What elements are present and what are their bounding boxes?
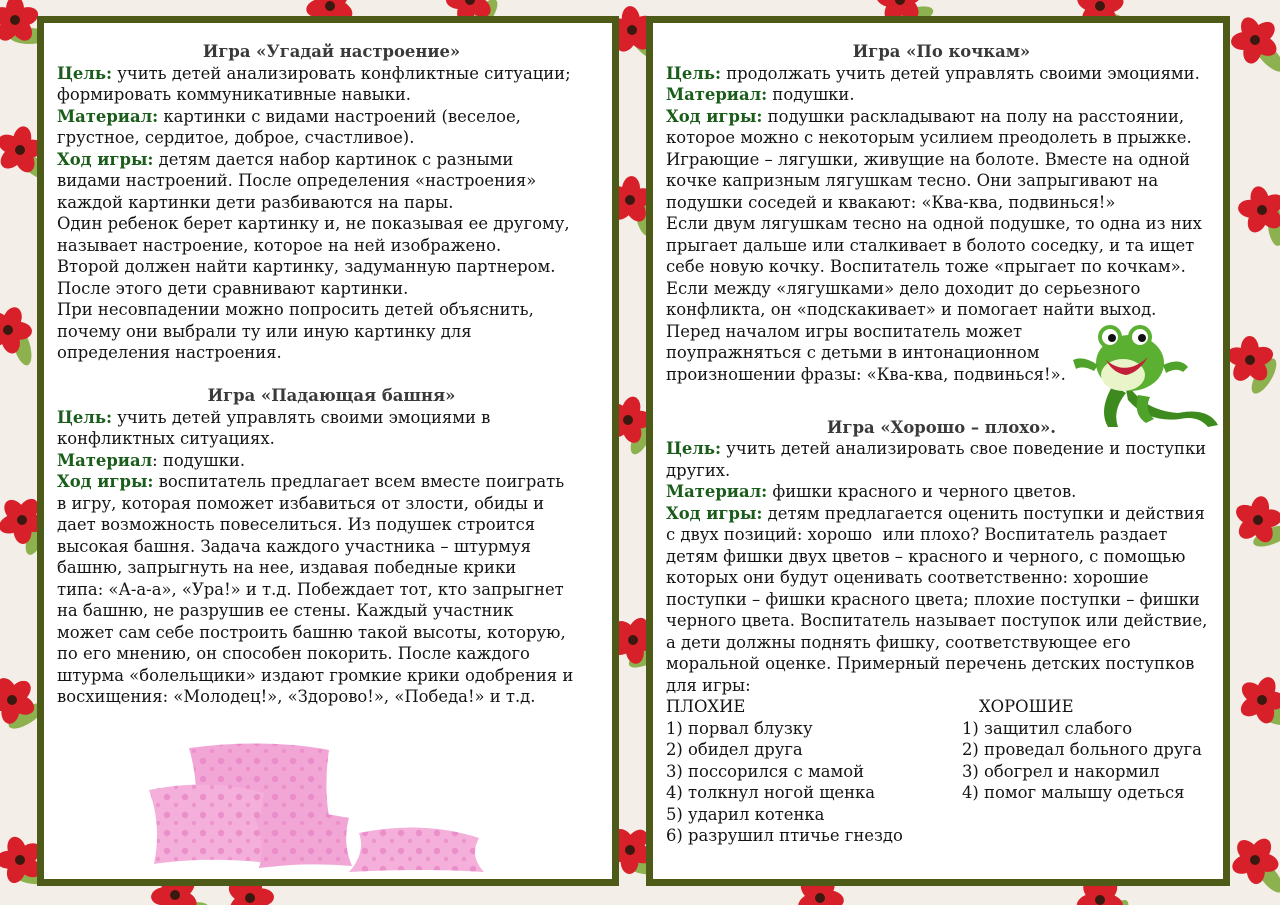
body-line: Второй должен найти картинку, задуманную партнером.: [57, 257, 556, 276]
right-page: [646, 16, 1230, 886]
bad-deeds-header: ПЛОХИЕ: [666, 697, 746, 716]
course-text: детям предлагается оценить поступки и действия: [762, 503, 1205, 523]
body-line: видами настроений. После определения «настроения»: [57, 171, 537, 190]
left-page-content: [57, 41, 606, 708]
body-line: которое можно с некоторым усилием преодолеть в прыжке.: [666, 128, 1192, 147]
body-line: подушки соседей и квакают: «Ква-ква, подвинься!»: [666, 192, 1116, 212]
body-line: прыгает дальше или сталкивает в болото соседку, и та ищет: [666, 235, 1195, 255]
goal-text-cont: конфликтных ситуациях.: [57, 429, 275, 448]
body-line: Играющие – лягушки, живущие на болоте. Вместе на одной: [666, 149, 1190, 169]
left-page: [37, 16, 619, 886]
body-line: почему они выбрали ту или иную картинку для: [57, 321, 472, 341]
body-line: каждой картинки дети разбиваются на пары.: [57, 192, 454, 212]
goal-text: продолжать учить детей управлять своими эмоциями.: [721, 63, 1200, 83]
body-line: называет настроение, которое на ней изображено.: [57, 235, 502, 255]
game4-material: [666, 481, 1217, 503]
goal-text: учить детей анализировать конфликтные ситуации;: [112, 63, 571, 83]
body-line: поступки – фишки красного цвета; плохие поступки – фишки: [666, 589, 1200, 609]
deeds-table: [666, 696, 1217, 848]
good-deed: 2) проведал больного друга: [962, 740, 1202, 759]
game1-course: [57, 149, 606, 171]
body-line: Перед началом игры воспитатель может: [666, 321, 1023, 341]
body-line: башню, запрыгнуть на нее, издавая победные крики: [57, 558, 517, 577]
material-text: картинки с видами настроений (веселое,: [158, 106, 521, 126]
game1-goal: [57, 63, 606, 85]
bad-deed: 5) ударил котенка: [666, 804, 825, 824]
goal-text-cont: других.: [666, 460, 731, 480]
game3-title: Игра «По кочкам»: [852, 42, 1031, 61]
body-line: Если двум лягушкам тесно на одной подушке, то одна из них: [666, 214, 1202, 233]
material-label: Материал:: [57, 106, 159, 126]
body-line: После этого дети сравнивают картинки.: [57, 278, 409, 298]
body-line: для игры:: [666, 675, 751, 695]
body-line: по его мнению, он способен покорить. После каждого: [57, 644, 530, 663]
body-line: восхищения: «Молодец!», «Здорово!», «Победа!» и т.д.: [57, 687, 536, 706]
body-line: может сам себе построить башню такой высоты, которую,: [57, 622, 566, 642]
body-line: на башню, не разрушив ее стены. Каждый участник: [57, 601, 514, 620]
game2-goal: [57, 407, 606, 429]
good-deed: 4) помог малышу одеться: [962, 783, 1185, 802]
pillows-image: [144, 738, 494, 873]
game2-course: [57, 471, 606, 493]
body-line: произношении фразы: «Ква-ква, подвинься!».: [666, 364, 1066, 384]
game1-material: [57, 106, 606, 128]
body-line: себе новую кочку. Воспитатель тоже «прыгает по кочкам».: [666, 257, 1186, 276]
bad-deed: 2) обидел друга: [666, 740, 803, 759]
body-line: конфликта, он «подскакивает» и помогает найти выход.: [666, 300, 1157, 319]
game3-goal: [666, 63, 1217, 85]
game4-course: [666, 503, 1217, 525]
body-line: детям фишки двух цветов – красного и черного, с помощью: [666, 546, 1186, 566]
spacer: [57, 364, 606, 386]
material-text: подушки.: [767, 85, 855, 104]
body-line: с двух позиций: хорошо или плохо? Воспитатель раздает: [666, 525, 1168, 544]
bad-deed: 4) толкнул ногой щенка: [666, 783, 876, 802]
body-line: Один ребенок берет картинку и, не показывая ее другому,: [57, 214, 570, 233]
good-deed: 1) защитил слабого: [962, 718, 1133, 738]
bad-deed: 6) разрушил птичье гнездо: [666, 826, 903, 845]
game4-goal: [666, 438, 1217, 460]
goal-text-cont: формировать коммуникативные навыки.: [57, 85, 411, 104]
game2-title: Игра «Падающая башня»: [207, 386, 456, 405]
game3-course: [666, 106, 1217, 128]
goal-text: учить детей анализировать свое поведение и поступки: [721, 439, 1207, 458]
course-label: Ход игры:: [57, 149, 154, 169]
body-line: в игру, которая поможет избавиться от злости, обиды и: [57, 493, 545, 513]
body-line: определения настроения.: [57, 343, 282, 362]
material-label: Материал:: [666, 482, 768, 501]
goal-label: Цель:: [666, 439, 721, 458]
course-label: Ход игры:: [57, 472, 154, 491]
body-line: высокая башня. Задача каждого участника – штурмуя: [57, 536, 531, 556]
material-text-cont: грустное, сердитое, доброе, счастливое).: [57, 128, 415, 147]
course-label: Ход игры:: [666, 106, 763, 126]
material-label: Материал:: [666, 85, 768, 104]
good-deeds-header: ХОРОШИЕ: [979, 697, 1074, 716]
goal-label: Цель:: [57, 407, 112, 427]
bad-deed: 1) порвал блузку: [666, 718, 813, 738]
body-line: черного цвета. Воспитатель называет поступок или действие,: [666, 611, 1208, 630]
course-text: воспитатель предлагает всем вместе поиграть: [153, 472, 565, 491]
good-deed: 3) обогрел и накормил: [962, 761, 1160, 781]
body-line: которых они будут оценивать соответственно: хорошие: [666, 568, 1149, 587]
body-line: поупражняться с детьми в интонационном: [666, 343, 1040, 362]
goal-label: Цель:: [666, 63, 721, 83]
bad-deed: 3) поссорился с мамой: [666, 761, 865, 781]
body-line: Если между «лягушками» дело доходит до серьезного: [666, 278, 1141, 298]
goal-label: Цель:: [57, 63, 112, 83]
goal-text: учить детей управлять своими эмоциями в: [112, 407, 491, 427]
game4-title: Игра «Хорошо – плохо».: [827, 417, 1056, 437]
body-line: типа: «А-а-а», «Ура!» и т.д. Побеждает тот, кто запрыгнет: [57, 579, 564, 599]
game1-title: Игра «Угадай настроение»: [202, 42, 461, 61]
right-page-content: [666, 41, 1217, 848]
body-line: дает возможность повеселиться. Из подушек строится: [57, 515, 536, 534]
bad-deeds-column: [666, 696, 903, 847]
material-label: Материал: [57, 450, 153, 470]
frog-image: [1068, 315, 1228, 435]
course-text: подушки раскладывают на полу на расстоянии,: [762, 106, 1185, 126]
material-text: фишки красного и черного цветов.: [767, 482, 1077, 501]
body-line: кочке капризным лягушкам тесно. Они запрыгивают на: [666, 171, 1159, 190]
good-deeds-column: [962, 696, 1202, 804]
course-text: детям дается набор картинок с разными: [153, 149, 514, 169]
material-text: : подушки.: [152, 450, 246, 470]
body-line: штурма «болельщики» издают громкие крики одобрения и: [57, 665, 574, 685]
game2-material: [57, 450, 606, 472]
game3-material: [666, 84, 1217, 106]
body-line: моральной оценке. Примерный перечень детских поступков: [666, 654, 1195, 673]
body-line: а дети должны поднять фишку, соответствующее его: [666, 632, 1131, 652]
course-label: Ход игры:: [666, 503, 763, 523]
body-line: При несовпадении можно попросить детей объяснить,: [57, 300, 534, 319]
